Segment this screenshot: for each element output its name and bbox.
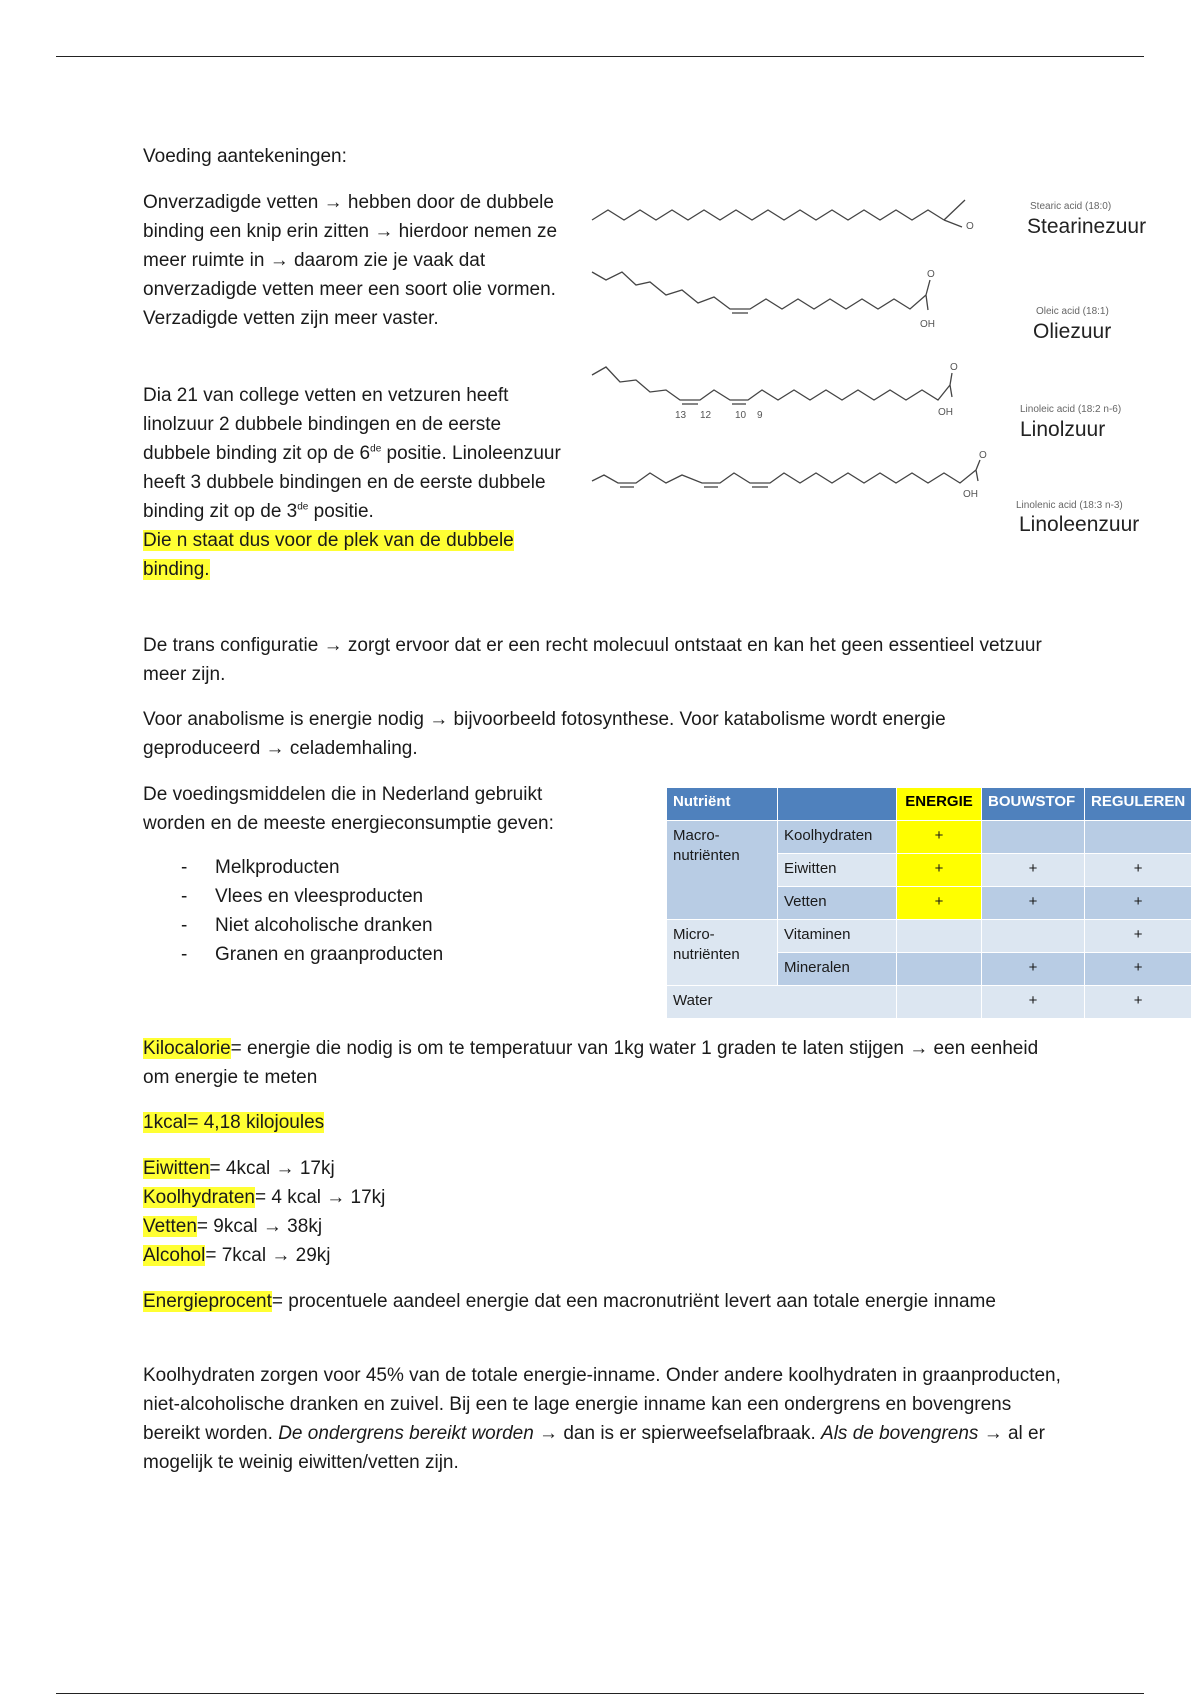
- footer-rule: [56, 1693, 1144, 1694]
- table-cell: [897, 986, 982, 1019]
- oxygen-label: O: [927, 269, 935, 280]
- column-header: [778, 788, 897, 821]
- table-cell: +: [1085, 986, 1192, 1019]
- table-cell: +: [897, 887, 982, 920]
- hydroxyl-label: OH: [963, 489, 978, 500]
- table-row: [667, 920, 1192, 953]
- paragraph-unsaturated: Onverzadigde vetten → hebben door de dubbele binding een knip erin zitten → hierdoor nemen ze meer ruimte in → daarom zie je vaak dat onverzadigde vetten meer een soort olie vormen. Verzadigde vetten zijn meer vaster.: [143, 192, 558, 329]
- table-cell: +: [982, 887, 1085, 920]
- column-header: Nutriënt: [667, 788, 778, 821]
- arrow-icon: →: [275, 1158, 295, 1179]
- table-cell: +: [897, 854, 982, 887]
- table-cell: Water: [667, 986, 897, 1019]
- arrow-icon: →: [374, 221, 394, 242]
- group-label: Macro-nutriënten: [667, 821, 778, 920]
- arrow-icon: →: [265, 738, 285, 759]
- molecule-name: Linolzuur: [1020, 418, 1106, 441]
- table-cell: [982, 920, 1085, 953]
- molecule-code: Linoleic acid (18:2 n-6): [1020, 404, 1122, 415]
- paragraph-trans: De trans configuratie → zorgt ervoor dat er een recht molecuul ontstaat en kan het geen essentieel vetzuur meer zijn.: [143, 635, 1042, 685]
- arrow-icon: →: [909, 1038, 929, 1059]
- arrow-icon: →: [323, 635, 343, 656]
- arrow-icon: →: [326, 1187, 346, 1208]
- arrow-icon: →: [323, 192, 343, 213]
- paragraph-anabolism: Voor anabolisme is energie nodig → bijvoorbeeld fotosynthese. Voor katabolisme wordt energie geproduceerd → celademhaling.: [143, 709, 946, 759]
- carbon-number: 10: [735, 410, 747, 421]
- table-cell: +: [982, 986, 1085, 1019]
- molecule-name: Oliezuur: [1033, 320, 1112, 343]
- column-header: BOUWSTOF: [982, 788, 1085, 821]
- molecule-code: Linolenic acid (18:3 n-3): [1016, 500, 1123, 511]
- table-cell: [982, 821, 1085, 854]
- table-cell: [897, 920, 982, 953]
- oxygen-label: O: [950, 362, 958, 373]
- paragraph-energieprocent: Energieprocent= procentuele aandeel energie dat een macronutriënt levert aan totale energie inname: [143, 1291, 996, 1312]
- molecule-drawings: [590, 185, 1170, 545]
- page-title: Voeding aantekeningen:: [143, 146, 347, 167]
- kcal-equivalence: 1kcal= 4,18 kilojoules: [143, 1112, 325, 1133]
- paragraph-koolhydraten: Koolhydraten zorgen voor 45% van de totale energie-inname. Onder andere koolhydraten in graanproducten, niet-alcoholische dranken en zuivel. Bij een te lage energie inname kan een ondergrens en bovengrens bereikt worden. De ondergrens bereikt worden → dan is er spierweefselafbraak. Als de bovengrens → al er mogelijk te weinig eiwitten/vetten zijn.: [143, 1365, 1061, 1473]
- molecule-name: Linoleenzuur: [1019, 513, 1140, 536]
- column-header: REGULEREN: [1085, 788, 1192, 821]
- table-cell: Vitaminen: [778, 920, 897, 953]
- table-cell: +: [982, 854, 1085, 887]
- list-item: - Granen en graanproducten: [175, 940, 443, 969]
- list-item: - Melkproducten: [175, 853, 443, 882]
- arrow-icon: →: [262, 1216, 282, 1237]
- table-cell: Mineralen: [778, 953, 897, 986]
- paragraph-kilocalorie: Kilocalorie= energie die nodig is om te temperatuur van 1kg water 1 graden te laten stijgen → een eenheid om energie te meten: [143, 1038, 1039, 1088]
- table-cell: +: [1085, 854, 1192, 887]
- highlight-text: Die n staat dus voor de plek van de dubbele binding.: [143, 530, 514, 580]
- table-cell: Vetten: [778, 887, 897, 920]
- carbon-number: 9: [757, 410, 763, 421]
- molecule-code: Oleic acid (18:1): [1036, 306, 1109, 317]
- oleic-chain: [592, 272, 926, 309]
- table-row: [667, 821, 1192, 854]
- carbon-number: 13: [675, 410, 687, 421]
- table-cell: Eiwitten: [778, 854, 897, 887]
- hydroxyl-label: OH: [938, 407, 953, 418]
- fatty-acid-structures: [590, 185, 1170, 545]
- oxygen-label: O: [966, 221, 974, 232]
- column-header: ENERGIE: [897, 788, 982, 821]
- header-rule: [56, 56, 1144, 57]
- list-item: - Vlees en vleesproducten: [175, 882, 443, 911]
- carbon-number: 12: [700, 410, 712, 421]
- table-cell: [897, 953, 982, 986]
- arrow-icon: →: [429, 709, 449, 730]
- linolenic-chain: [592, 470, 976, 483]
- arrow-icon: →: [269, 250, 289, 271]
- paragraph-dia: Dia 21 van college vetten en vetzuren heeft linolzuur 2 dubbele bindingen en de eerste dubbele binding zit op de 6de positie. Linoleenzuur heeft 3 dubbele bindingen en de eerste dubbele binding zit op de 3de positie. Die n staat dus voor de plek van de dubbele binding.: [143, 385, 561, 580]
- molecule-code: Stearic acid (18:0): [1030, 201, 1112, 212]
- group-label: Micro-nutriënten: [667, 920, 778, 986]
- molecule-name: Stearinezuur: [1027, 215, 1147, 238]
- arrow-icon: →: [271, 1245, 291, 1266]
- hydroxyl-label: OH: [920, 319, 935, 330]
- list-item: - Niet alcoholische dranken: [175, 911, 443, 940]
- stearic-chain: [592, 210, 944, 220]
- table-cell: [1085, 821, 1192, 854]
- table-cell: +: [982, 953, 1085, 986]
- table-cell: +: [897, 821, 982, 854]
- paragraph-foods: De voedingsmiddelen die in Nederland gebruikt worden en de meeste energieconsumptie geven:: [143, 784, 554, 834]
- nutrient-table: [666, 787, 1192, 1019]
- linoleic-chain: [592, 367, 950, 400]
- table-cell: Koolhydraten: [778, 821, 897, 854]
- oxygen-label: O: [979, 450, 987, 461]
- table-cell: +: [1085, 920, 1192, 953]
- table-cell: +: [1085, 953, 1192, 986]
- table-row: [667, 986, 1192, 1019]
- table-cell: +: [1085, 887, 1192, 920]
- food-list: [175, 853, 443, 969]
- table-header-row: [667, 788, 1192, 821]
- energy-values: Eiwitten= 4kcal → 17kj Koolhydraten= 4 kcal → 17kj Vetten= 9kcal → 38kj Alcohol= 7kcal → 29kj: [143, 1158, 386, 1266]
